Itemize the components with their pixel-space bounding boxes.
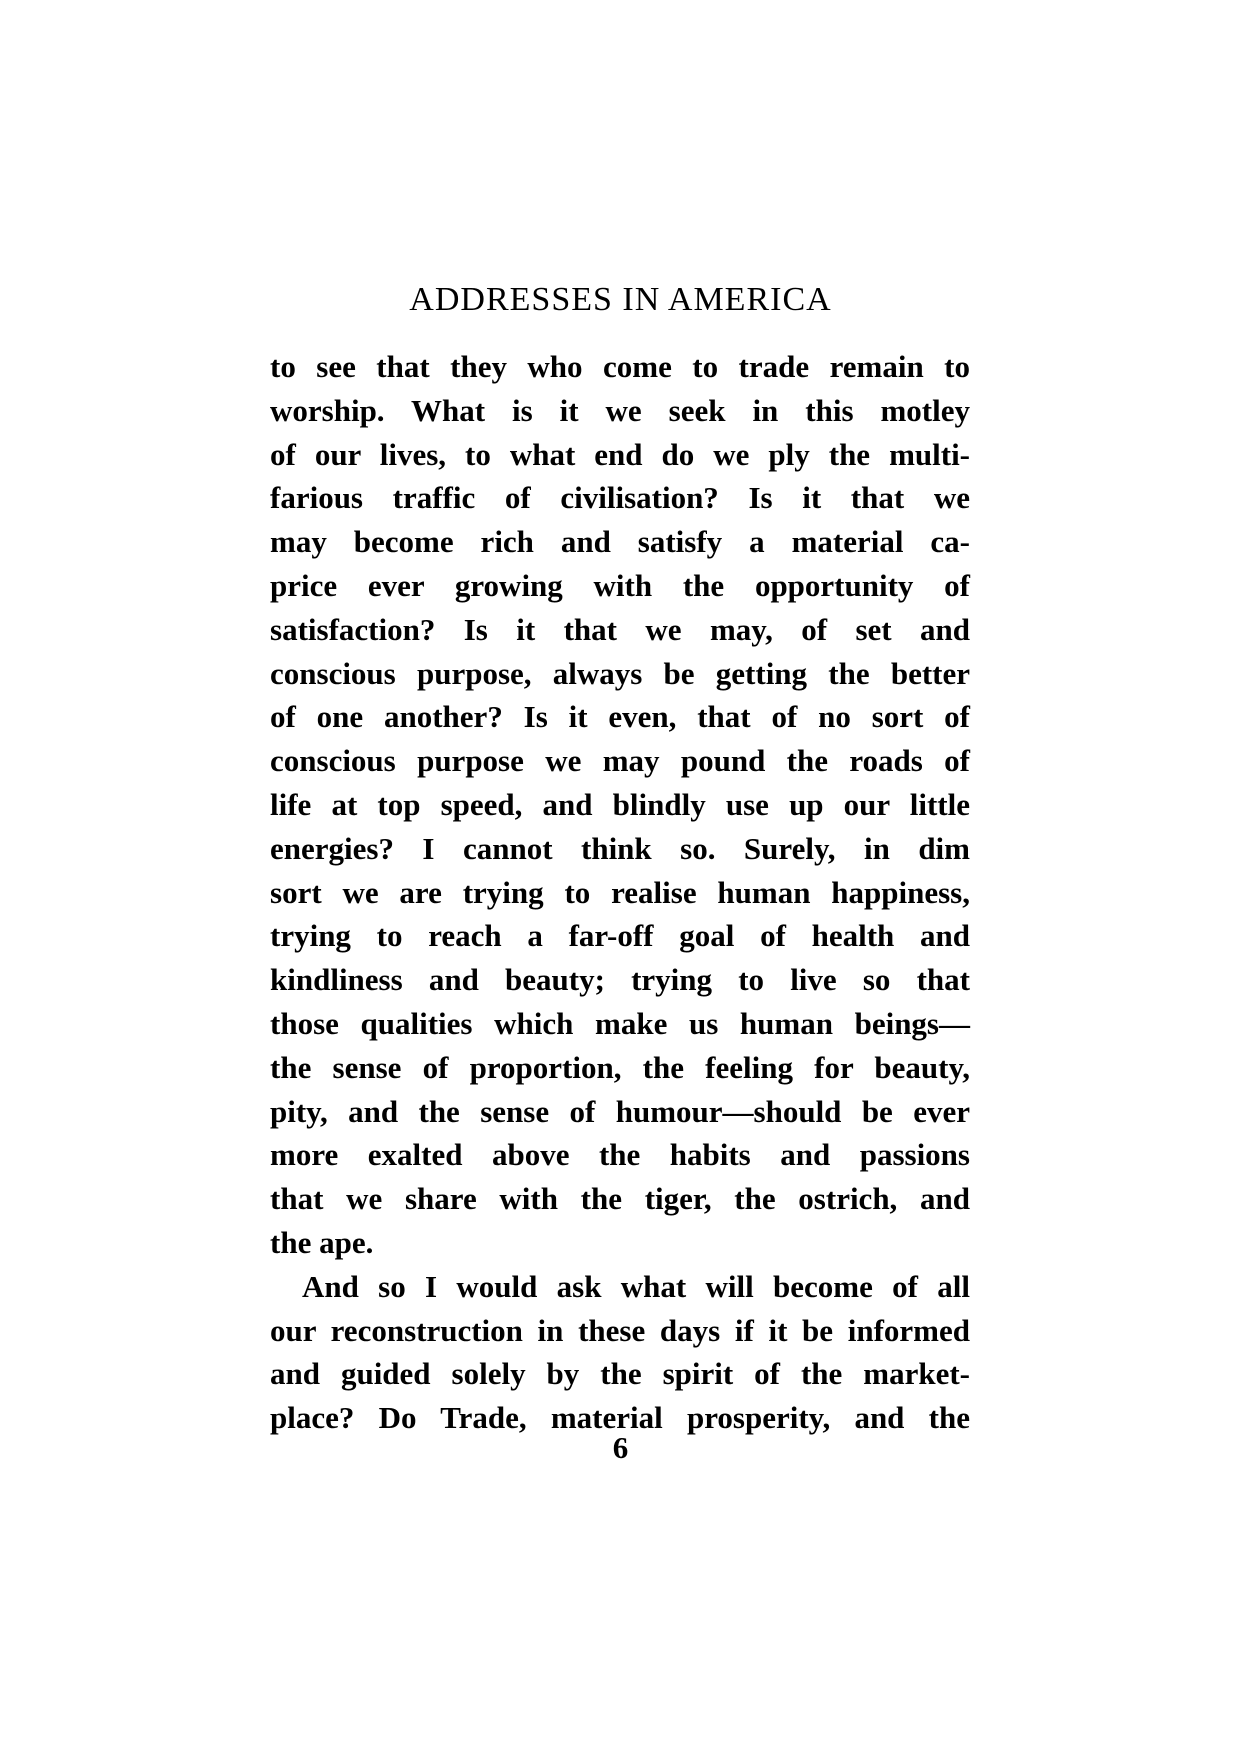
text-line: satisfaction? Is it that we may, of set and — [270, 611, 970, 647]
text-line: pity, and the sense of humour—should be ever — [270, 1093, 970, 1129]
text-line: kindliness and beauty; trying to live so that — [270, 962, 970, 998]
text-line: farious traffic of civilisation? Is it that we — [270, 480, 970, 516]
page-number: 6 — [612, 1430, 629, 1465]
text-line: may become rich and satisfy a material ca- — [270, 524, 970, 560]
text-line: place? Do Trade, material prosperity, and the — [270, 1400, 970, 1436]
text-line: conscious purpose we may pound the roads of — [270, 743, 970, 779]
paragraph-last-line: the ape. — [270, 1224, 374, 1260]
text-line: worship. What is it we seek in this motley — [270, 392, 970, 428]
body-text — [270, 345, 970, 1440]
paragraph-first-line: And so I would ask what will become of all — [302, 1268, 970, 1304]
text-line: those qualities which make us human beings— — [270, 1005, 970, 1041]
text-line: energies? I cannot think so. Surely, in dim — [270, 830, 970, 866]
text-line: more exalted above the habits and passions — [270, 1137, 970, 1173]
text-line: sort we are trying to realise human happiness, — [270, 874, 970, 910]
text-line: of our lives, to what end do we ply the multi- — [270, 436, 970, 472]
text-line: life at top speed, and blindly use up our little — [270, 786, 970, 822]
text-line: of one another? Is it even, that of no sort of — [270, 699, 970, 735]
text-line: trying to reach a far-off goal of health and — [270, 918, 970, 954]
text-line: that we share with the tiger, the ostrich, and — [270, 1181, 970, 1217]
text-line: and guided solely by the spirit of the market- — [270, 1356, 970, 1392]
text-line: the sense of proportion, the feeling for beauty, — [270, 1049, 970, 1085]
text-line: to see that they who come to trade remain to — [270, 349, 970, 384]
text-line: price ever growing with the opportunity of — [270, 567, 970, 603]
text-line: our reconstruction in these days if it be informed — [270, 1312, 970, 1348]
text-line: conscious purpose, always be getting the better — [270, 655, 970, 691]
running-head: ADDRESSES IN AMERICA — [409, 281, 832, 318]
